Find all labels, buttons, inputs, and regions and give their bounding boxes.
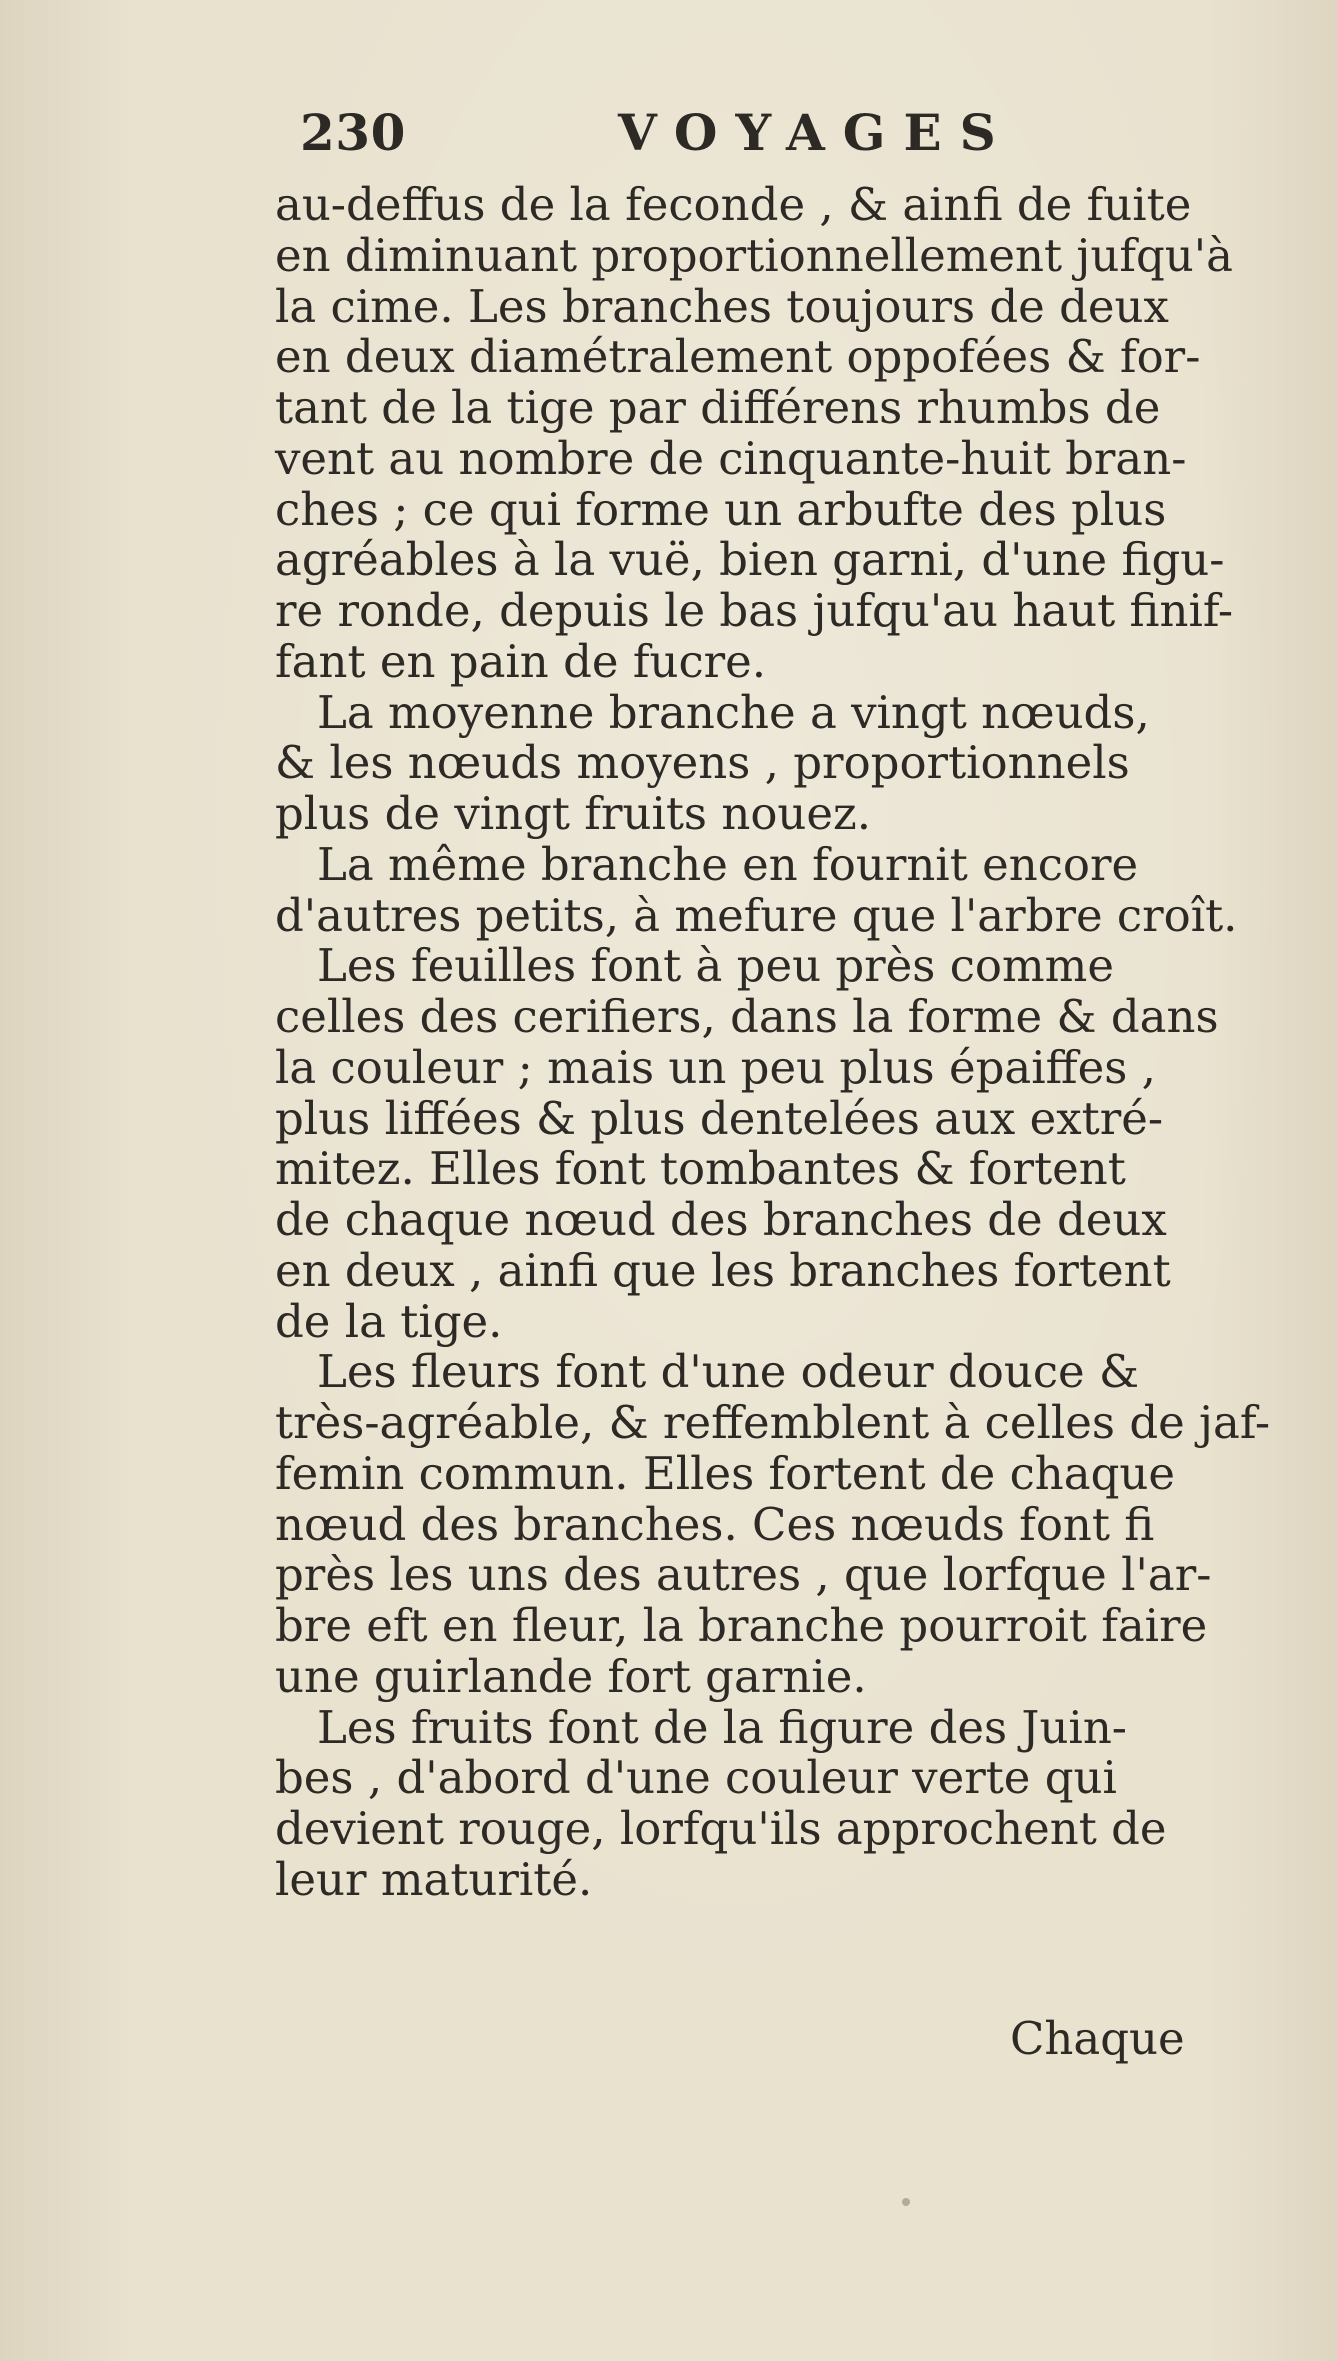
text-line: de la tige. [275,1294,503,1348]
text-line: d'autres petits, à mefure que l'arbre croît. [275,888,1238,942]
text-line: tant de la tige par différens rhumbs de [275,381,1161,434]
paper-speck [902,2198,910,2206]
text-line: en diminuant proportionnellement jufqu'à [275,228,1233,282]
paragraph-first-line: La même branche en fournit encore [317,837,1139,891]
text-line: plus liffées & plus dentelées aux extré- [275,1091,1164,1145]
text-line: la couleur ; mais un peu plus épaiffes , [275,1040,1156,1094]
text-line: fant en pain de fucre. [275,634,767,688]
paragraph-first-line: Les fleurs font d'une odeur douce & [317,1345,1140,1399]
paragraph-first-line: La moyenne branche a vingt nœuds, [317,685,1150,739]
text-line: agréables à la vuë, bien garni, d'une figu- [275,533,1225,587]
paragraph-first-line: Les feuilles font à peu près comme [317,939,1114,993]
text-line: leur maturité. [275,1852,593,1906]
body-text [275,178,1271,1906]
text-line: devient rouge, lorfqu'ils approchent de [275,1802,1167,1855]
text-line: & les nœuds moyens , proportionnels [275,736,1130,790]
text-line: vent au nombre de cinquante-huit bran- [275,431,1187,485]
text-line: celles des cerifiers, dans la forme & dans [275,990,1219,1043]
text-line: re ronde, depuis le bas jufqu'au haut finif- [275,584,1234,637]
text-line: une guirlande fort garnie. [275,1649,867,1703]
text-line: en deux diamétralement oppofées & for- [275,330,1201,384]
text-line: nœud des branches. Ces nœuds font fi [275,1497,1155,1551]
text-line: plus de vingt fruits nouez. [275,787,872,840]
running-head [300,98,1040,168]
catchword: Chaque [1010,2012,1185,2065]
text-line: de chaque nœud des branches de deux [275,1193,1167,1246]
text-line: ches ; ce qui forme un arbufte des plus [275,482,1167,536]
text-line: en deux , ainfi que les branches fortent [275,1243,1171,1297]
text-line: la cime. Les branches toujours de deux [275,279,1169,333]
paragraph-first-line: Les fruits font de la figure des Juin- [317,1700,1127,1754]
page-number: 230 [300,103,406,162]
running-title: VOYAGES [618,103,1014,162]
text-line: très-agréable, & reffemblent à celles de jaf- [275,1396,1271,1449]
text-line: bes , d'abord d'une couleur verte qui [275,1751,1117,1805]
text-line: femin commun. Elles fortent de chaque [275,1446,1176,1500]
text-line: près les uns des autres , que lorfque l'ar- [275,1548,1212,1602]
text-line: au-deffus de la feconde , & ainfi de fuite [275,178,1192,231]
text-line: bre eft en fleur, la branche pourroit faire [275,1599,1208,1652]
text-line: mitez. Elles font tombantes & fortent [275,1142,1126,1196]
